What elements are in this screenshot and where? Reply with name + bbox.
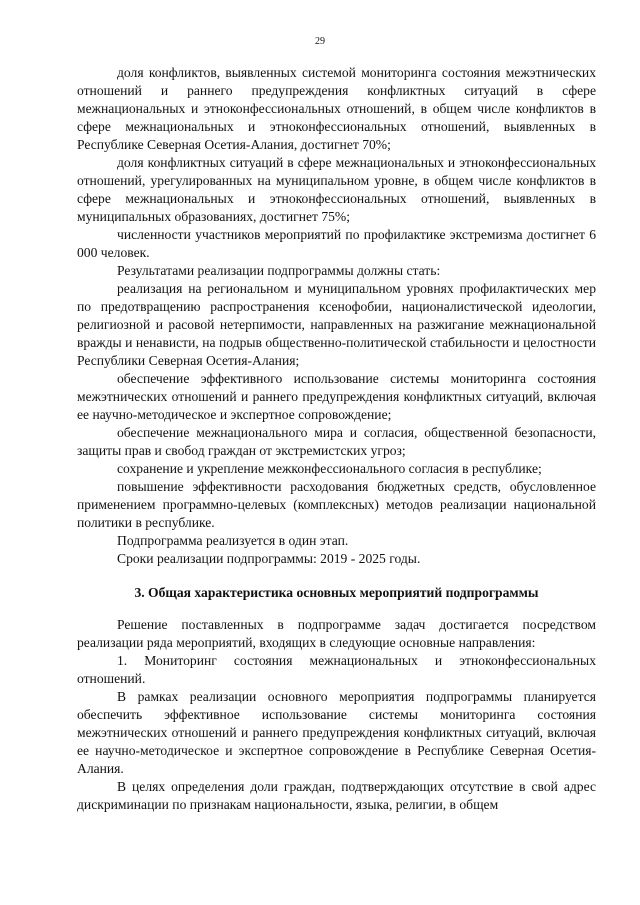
document-body (77, 64, 596, 814)
paragraph: обеспечение эффективного использование системы мониторинга состояния межэтнических отношений и раннего предупреждения конфликтных ситуаций, включая ее научно-методическое и экспертное сопровождение; (77, 371, 596, 422)
paragraph: В рамках реализации основного мероприятия подпрограммы планируется обеспечить эффективное использование системы мониторинга состояния межэтнических отношений и раннего предупреждения конфликтных ситуаций, включая ее научно-методическое и экспертное сопровождение в Республике Северная Осетия-Алания. (77, 689, 596, 776)
paragraph: сохранение и укрепление межконфессионального согласия в республике; (117, 461, 542, 476)
paragraph: В целях определения доли граждан, подтверждающих отсутствие в свой адрес дискриминации по признакам национальности, языка, религии, в общем (77, 779, 596, 812)
section-heading: 3. Общая характеристика основных мероприятий подпрограммы (134, 585, 539, 600)
paragraph: Решение поставленных в подпрограмме задач достигается посредством реализации ряда мероприятий, входящих в следующие основные направления: (77, 617, 596, 650)
paragraph: Сроки реализации подпрограммы: 2019 - 2025 годы. (117, 551, 421, 566)
paragraph: реализация на региональном и муниципальном уровнях профилактических мер по предотвращению распространения ксенофобии, националистической идеологии, религиозной и расовой нетерпимости, направленных на разжигание межнациональной вражды и ненависти, на подрыв общественно-политической стабильности и целостности Республики Северная Осетия-Алания; (77, 281, 596, 368)
paragraph: численности участников мероприятий по профилактике экстремизма достигнет 6 000 человек. (77, 227, 596, 260)
paragraph: обеспечение межнационального мира и согласия, общественной безопасности, защиты прав и свобод граждан от экстремистских угроз; (77, 425, 596, 458)
paragraph: Результатами реализации подпрограммы должны стать: (117, 263, 441, 278)
paragraph: доля конфликтных ситуаций в сфере межнациональных и этноконфессиональных отношений, урегулированных на муниципальном уровне, в общем числе конфликтов в сфере межнациональных и этноконфессиональных отношений, выявленных в муниципальных образованиях, достигнет 75%; (77, 155, 596, 224)
paragraph: 1. Мониторинг состояния межнациональных и этноконфессиональных отношений. (77, 653, 596, 686)
paragraph: Подпрограмма реализуется в один этап. (117, 533, 349, 548)
paragraph: доля конфликтов, выявленных системой мониторинга состояния межэтнических отношений и раннего предупреждения конфликтных ситуаций в сфере межнациональных и этноконфессиональных отношений, в общем числе конфликтов в сфере межнациональных и этноконфессиональных отношений, выявленных в Республике Северная Осетия-Алания, достигнет 70%; (77, 65, 596, 152)
paragraph: повышение эффективности расходования бюджетных средств, обусловленное применением программно-целевых (комплексных) методов реализации национальной политики в республике. (77, 479, 596, 530)
page-number: 29 (315, 36, 325, 47)
